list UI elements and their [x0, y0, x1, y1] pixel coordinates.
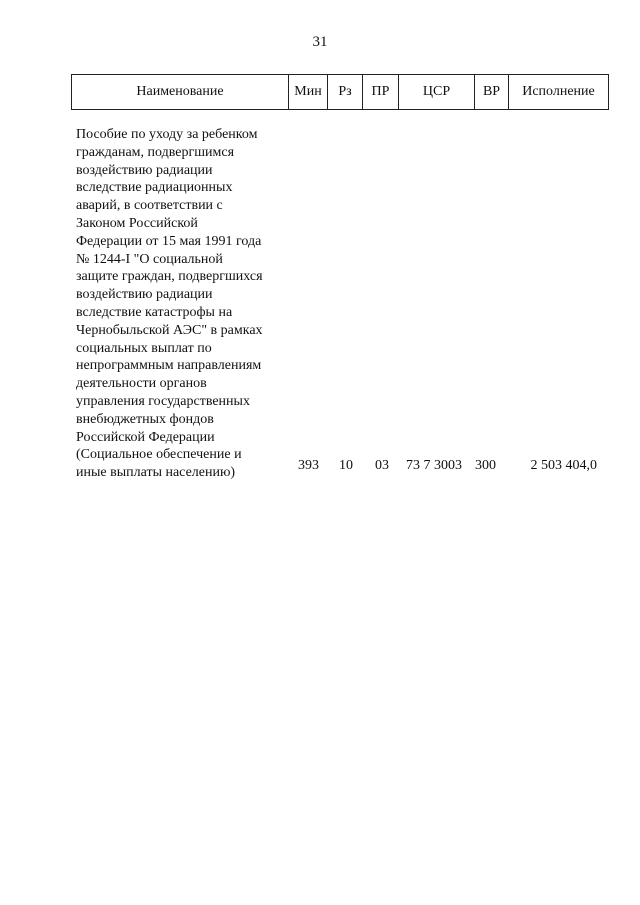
header-row [72, 75, 609, 110]
row-ispolnenie-cell: 2 503 404,0 [530, 458, 597, 473]
page-number: 31 [312, 34, 328, 50]
header-vr: ВР [475, 75, 509, 110]
row-name-cell: Пособие по уходу за ребенком гражданам, подвергшимся воздействию радиации вследствие радиационных аварий, в соответствии с Законом Российской Федерации от 15 мая 1991 года № 1244-I "О социальной защите граждан, подвергшихся воздействию радиации вследствие катастрофы на Чернобыльской АЭС" в рамках социальных выплат по непрограммным направлениям деятельности органов управления государственных внебюджетных фондов Российской Федерации (Социальное обеспечение и иные выплаты населению) [76, 127, 263, 481]
row-min-cell: 393 [298, 458, 319, 473]
header-ispolnenie: Исполнение [509, 75, 609, 110]
row-vr-cell: 300 [475, 458, 496, 473]
row-rz-cell: 10 [339, 458, 353, 473]
row-pr-cell: 03 [375, 458, 389, 473]
header-name: Наименование [72, 75, 289, 110]
header-rz: Рз [328, 75, 363, 110]
row-csr-cell: 73 7 3003 [406, 458, 462, 473]
header-pr: ПР [363, 75, 399, 110]
table-header [71, 74, 609, 110]
header-csr: ЦСР [399, 75, 475, 110]
header-min: Мин [289, 75, 328, 110]
